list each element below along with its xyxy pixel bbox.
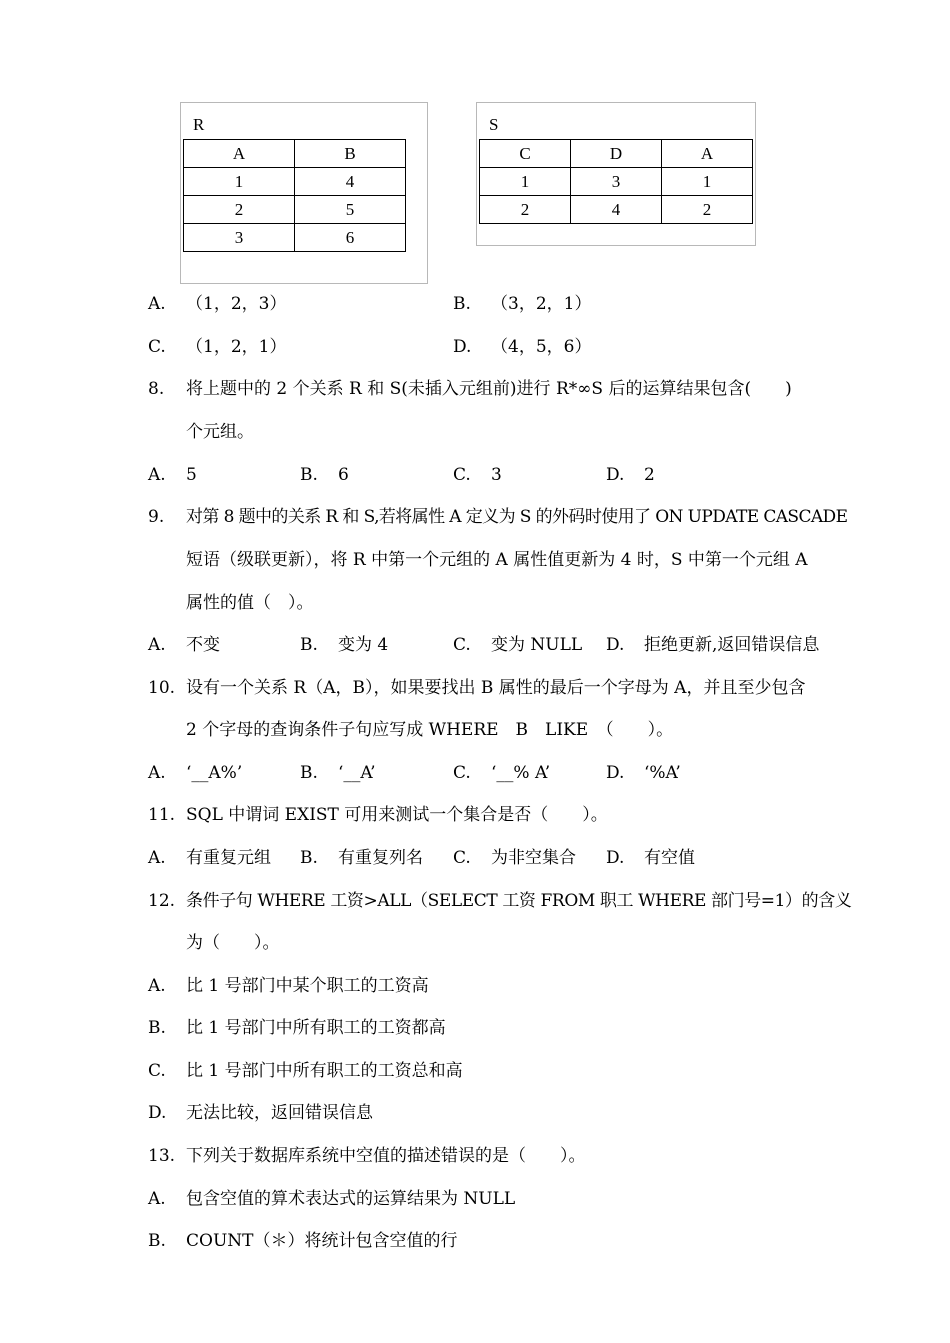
question-12-cont — [186, 931, 846, 955]
option-text: 拒绝更新,返回错误信息 — [644, 635, 820, 655]
option-letter: A. — [148, 848, 166, 868]
option-letter: A. — [148, 635, 166, 655]
option-text: 5 — [186, 465, 197, 485]
question-text: 将上题中的 2 个关系 R 和 S(未插入元组前)进行 R*∞S 后的运算结果包含( ) — [186, 379, 792, 399]
option-letter: C. — [453, 635, 471, 655]
option-text: ‘__% A’ — [491, 763, 551, 783]
question-number: 12. — [148, 891, 176, 911]
column-header: B — [295, 140, 406, 168]
table-cell: 3 — [571, 168, 662, 196]
option-letter: B. — [300, 763, 318, 783]
question-9-cont-2 — [186, 591, 846, 615]
option-letter: A. — [148, 1189, 166, 1209]
table-row — [184, 196, 406, 224]
question-8-cont — [186, 420, 846, 444]
option-letter: C. — [453, 465, 471, 485]
option-letter: C. — [148, 1061, 166, 1081]
table-cell: 3 — [184, 224, 295, 252]
option-text: （1，2，1） — [186, 337, 287, 357]
relation-s-table — [479, 139, 753, 224]
option-text: 6 — [338, 465, 349, 485]
question-number: 13. — [148, 1146, 176, 1166]
option-text: COUNT（＊）将统计包含空值的行 — [186, 1231, 458, 1251]
option-text: ‘__A%’ — [186, 763, 243, 783]
option-text: 比 1 号部门中所有职工的工资都高 — [186, 1018, 446, 1038]
question-number: 10. — [148, 678, 176, 698]
option-text: （4，5，6） — [491, 337, 592, 357]
table-cell: 1 — [480, 168, 571, 196]
option-letter: A. — [148, 976, 166, 996]
option-text: 2 — [644, 465, 655, 485]
table-cell: 2 — [184, 196, 295, 224]
question-10-cont — [186, 718, 846, 742]
option-text: 变为 4 — [338, 635, 389, 655]
question-number: 9. — [148, 507, 165, 527]
relation-r-table — [183, 139, 406, 252]
option-letter: C. — [453, 763, 471, 783]
table-header-row — [184, 140, 406, 168]
option-letter: B. — [453, 294, 471, 314]
question-text: 短语（级联更新），将 R 中第一个元组的 A 属性值更新为 4 时，S 中第一个元组 A — [186, 550, 808, 570]
question-text: 为（ ）。 — [186, 933, 280, 953]
option-letter: B. — [148, 1018, 166, 1038]
column-header: D — [571, 140, 662, 168]
question-number: 8. — [148, 379, 165, 399]
table-row — [184, 224, 406, 252]
option-letter: D. — [606, 635, 625, 655]
option-text: （3，2，1） — [491, 294, 592, 314]
question-text: 设有一个关系 R（A，B），如果要找出 B 属性的最后一个字母为 A，并且至少包含 — [186, 678, 806, 698]
question-text: 条件子句 WHERE 工资>ALL（SELECT 工资 FROM 职工 WHERE 部门号=1）的含义 — [186, 891, 852, 911]
column-header: A — [662, 140, 753, 168]
option-letter: D. — [453, 337, 472, 357]
question-text: 对第 8 题中的关系 R 和 S,若将属性 A 定义为 S 的外码时使用了 ON UPDATE CASCADE — [186, 507, 848, 527]
option-text: （1，2，3） — [186, 294, 287, 314]
table-header-row — [480, 140, 753, 168]
option-letter: B. — [300, 635, 318, 655]
column-header: A — [184, 140, 295, 168]
option-letter: B. — [300, 465, 318, 485]
option-text: 为非空集合 — [491, 848, 576, 868]
question-9-cont — [186, 548, 851, 572]
question-text: SQL 中谓词 EXIST 可用来测试一个集合是否（ ）。 — [186, 805, 608, 825]
option-letter: C. — [148, 337, 166, 357]
relation-r-title: R — [193, 115, 205, 134]
question-text: 属性的值（ ）。 — [186, 593, 314, 613]
relation-r-box — [180, 102, 428, 284]
table-cell: 4 — [295, 168, 406, 196]
table-row — [480, 168, 753, 196]
table-cell: 1 — [662, 168, 753, 196]
table-cell: 4 — [571, 196, 662, 224]
option-text: 不变 — [186, 635, 220, 655]
option-text: 3 — [491, 465, 502, 485]
option-letter: A. — [148, 763, 166, 783]
option-letter: D. — [606, 465, 625, 485]
table-cell: 1 — [184, 168, 295, 196]
table-cell: 6 — [295, 224, 406, 252]
option-text: 变为 NULL — [491, 635, 583, 655]
option-text: 有重复元组 — [186, 848, 271, 868]
question-number: 11. — [148, 805, 176, 825]
option-letter: C. — [453, 848, 471, 868]
question-text: 下列关于数据库系统中空值的描述错误的是（ ）。 — [186, 1146, 586, 1166]
table-row — [480, 196, 753, 224]
option-text: 比 1 号部门中所有职工的工资总和高 — [186, 1061, 463, 1081]
option-letter: D. — [606, 848, 625, 868]
column-header: C — [480, 140, 571, 168]
option-text: 有空值 — [644, 848, 695, 868]
option-text: 有重复列名 — [338, 848, 423, 868]
relation-s-box — [476, 102, 756, 246]
table-cell: 5 — [295, 196, 406, 224]
option-letter: B. — [300, 848, 318, 868]
option-letter: B. — [148, 1231, 166, 1251]
option-letter: D. — [606, 763, 625, 783]
question-text: 2 个字母的查询条件子句应写成 WHERE B LIKE （ ）。 — [186, 720, 674, 740]
option-text: 无法比较，返回错误信息 — [186, 1103, 373, 1123]
option-text: 比 1 号部门中某个职工的工资高 — [186, 976, 429, 996]
table-cell: 2 — [662, 196, 753, 224]
option-text: 包含空值的算术表达式的运算结果为 NULL — [186, 1189, 516, 1209]
option-letter: A. — [148, 465, 166, 485]
option-letter: A. — [148, 294, 166, 314]
option-text: ‘__A’ — [338, 763, 376, 783]
option-letter: D. — [148, 1103, 167, 1123]
table-cell: 2 — [480, 196, 571, 224]
relation-s-title: S — [489, 115, 499, 134]
table-row — [184, 168, 406, 196]
option-text: ‘%A’ — [644, 763, 681, 783]
question-text: 个元组。 — [186, 422, 254, 442]
